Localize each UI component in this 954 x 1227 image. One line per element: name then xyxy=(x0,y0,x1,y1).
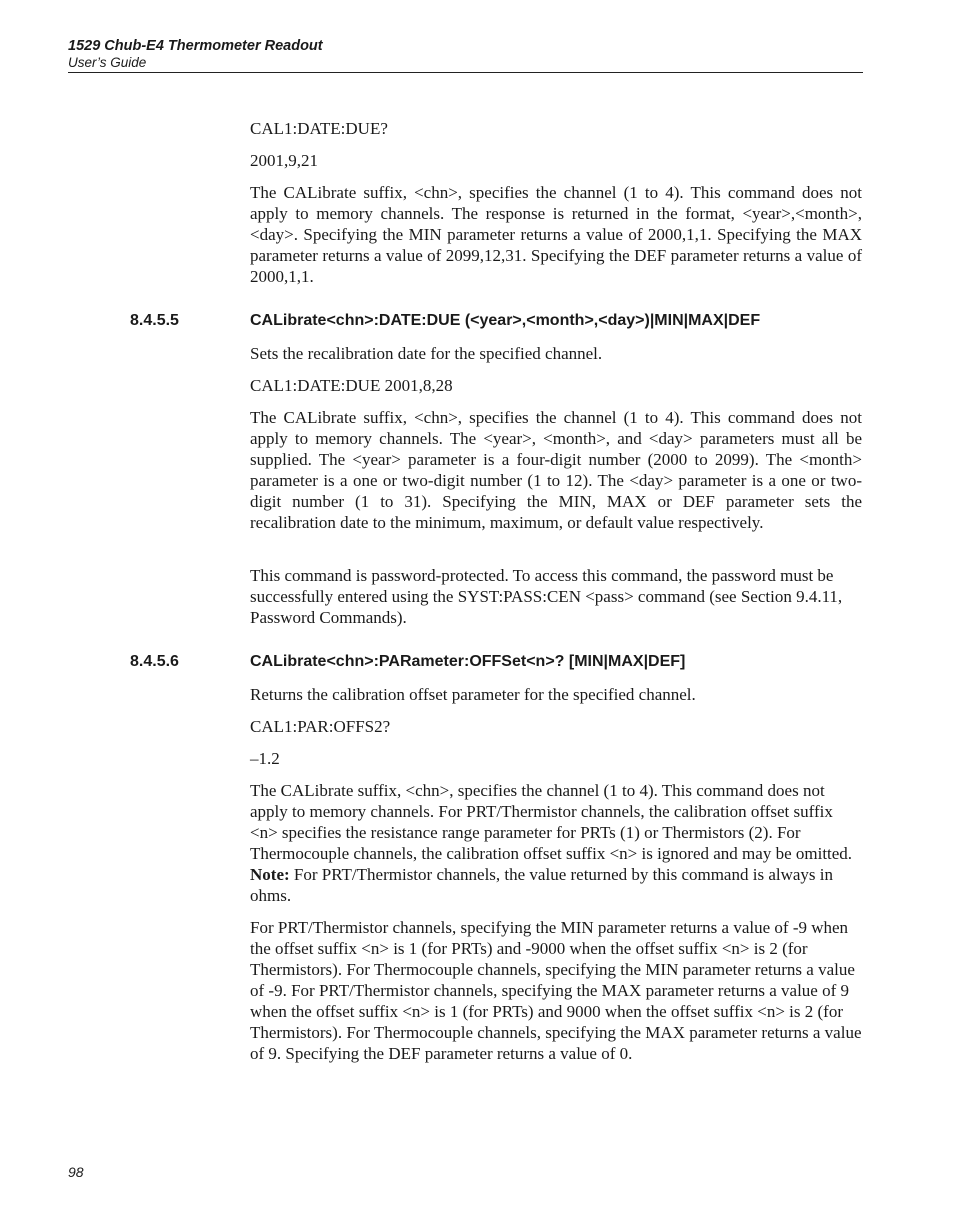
response-example: 2001,9,21 xyxy=(250,151,318,170)
description-paragraph: Sets the recalibration date for the specified channel. xyxy=(250,344,603,363)
command-example: CAL1:DATE:DUE? xyxy=(250,119,388,138)
paragraph-text: The CALibrate suffix, <chn>, specifies the channel (1 to 4). This command does not apply to memory channels. For PRT/Thermistor channels, the calibration offset suffix <n> specifies the resistance range parameter for PRTs (1) or Thermistors (2). For Thermocouple channels, the calibration offset suffix <n> is ignored and may be omitted. xyxy=(250,781,853,863)
page-number: 98 xyxy=(68,1164,84,1180)
running-header xyxy=(68,38,863,71)
description-paragraph: The CALibrate suffix, <chn>, specifies the channel (1 to 4). This command does not apply to memory channels. The response is returned in the format, <year>,<month>,<day>. Specifying the MIN parameter returns a value of 2000,1,1. Specifying the MAX parameter returns a value of 2099,12,31. Specifying the DEF parameter returns a value of 2000,1,1. xyxy=(250,183,862,286)
section-title: CALibrate<chn>:PARameter:OFFSet<n>? [MIN|MAX|DEF] xyxy=(250,653,686,670)
document-title: 1529 Chub-E4 Thermometer Readout xyxy=(68,38,323,54)
command-example: CAL1:PAR:OFFS2? xyxy=(250,717,391,736)
description-paragraph: Returns the calibration offset parameter for the specified channel. xyxy=(250,685,696,704)
section-number: 8.4.5.6 xyxy=(130,653,179,670)
section-heading-8-4-5-6 xyxy=(130,652,870,672)
description-paragraph xyxy=(250,780,862,906)
section-title: CALibrate<chn>:DATE:DUE (<year>,<month>,<day>)|MIN|MAX|DEF xyxy=(250,312,761,329)
header-divider xyxy=(68,72,863,73)
password-note-paragraph: This command is password-protected. To access this command, the password must be successfully entered using the SYST:PASS:CEN <pass> command (see Section 9.4.11, Password Commands). xyxy=(250,566,843,627)
command-example: CAL1:DATE:DUE 2001,8,28 xyxy=(250,376,453,395)
response-example: –1.2 xyxy=(250,749,280,768)
section-heading-8-4-5-5 xyxy=(130,311,870,331)
document-subtitle: User’s Guide xyxy=(68,55,147,70)
paragraph-text: For PRT/Thermistor channels, the value returned by this command is always in ohms. xyxy=(250,865,834,905)
description-paragraph: The CALibrate suffix, <chn>, specifies the channel (1 to 4). This command does not apply to memory channels. The <year>, <month>, and <day> parameters must all be supplied. The <year> parameter is a four-digit number (2000 to 2099). The <month> parameter is a one or two-digit number (1 to 12). The <day> parameter is a one or two-digit number (1 to 31). Specifying the MIN, MAX or DEF parameter sets the recalibration date to the minimum, maximum, or default value respectively. xyxy=(250,408,862,532)
section-number: 8.4.5.5 xyxy=(130,312,179,329)
description-paragraph: For PRT/Thermistor channels, specifying the MIN parameter returns a value of -9 when the offset suffix <n> is 1 (for PRTs) and -9000 when the offset suffix <n> is 2 (for Thermistors). For Thermocouple channels, specifying the MIN parameter returns a value of -9. For PRT/Thermistor channels, specifying the MAX parameter returns a value of 9 when the offset suffix <n> is 1 (for PRTs) and 9000 when the offset suffix <n> is 2 (for Thermistors). For Thermocouple channels, specifying the MAX parameter returns a value of 9. Specifying the DEF parameter returns a value of 0. xyxy=(250,918,862,1063)
note-label: Note: xyxy=(250,865,290,884)
